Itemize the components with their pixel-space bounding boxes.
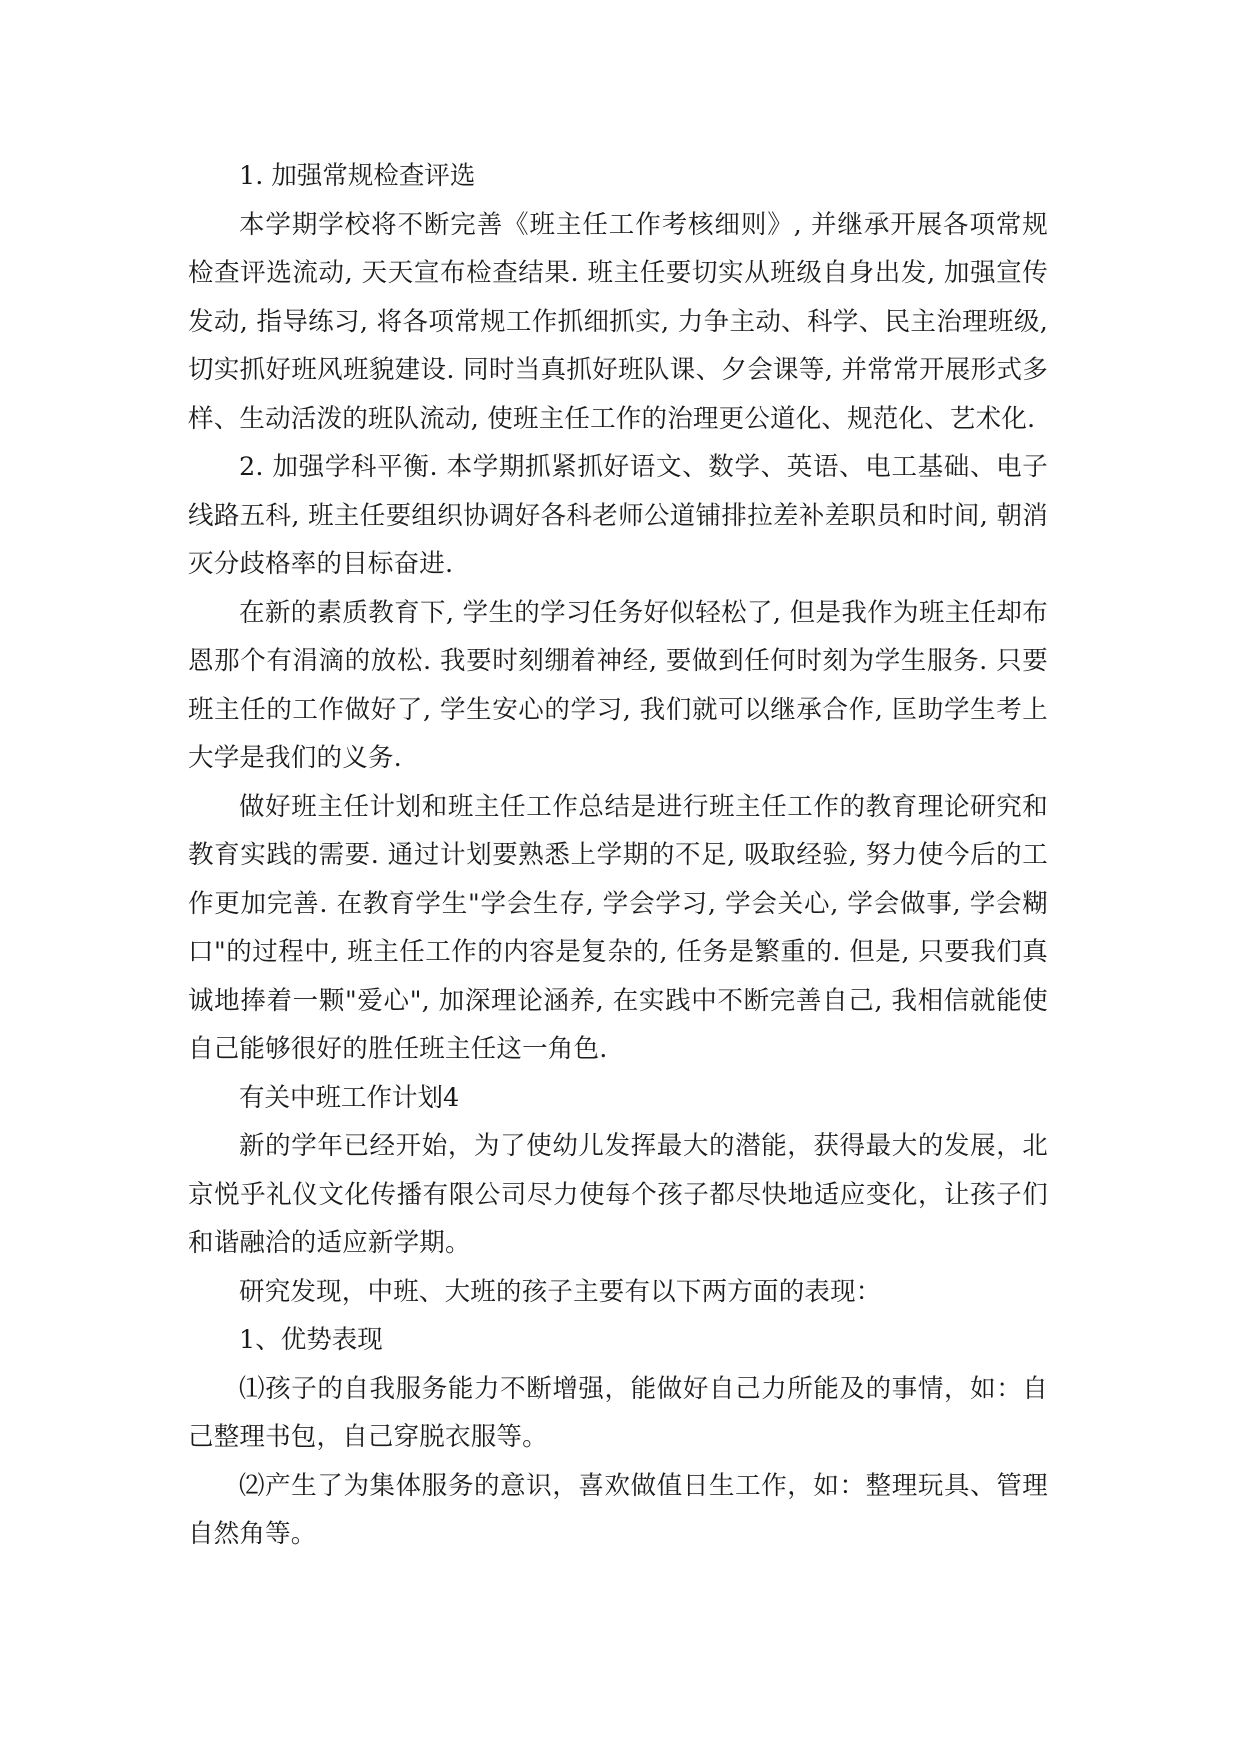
paragraph-research-findings: 研究发现，中班、大班的孩子主要有以下两方面的表现： bbox=[239, 1276, 882, 1307]
paragraph-subject-balance: 2. 加强学科平衡. 本学期抓紧抓好语文、数学、英语、电工基础、电子线路五科, 班主任要组织协调好各科老师公道铺排拉差补差职员和时间, 朝消灭分歧格率的目标奋进. bbox=[188, 452, 1048, 579]
paragraph-quality-education: 在新的素质教育下, 学生的学习任务好似轻松了, 但是我作为班主任却布恩那个有涓滴的放松. 我要时刻绷着神经, 要做到任何时刻为学生服务. 只要班主任的工作做好了, 学生安心的学习, 我们就可以继承合作, 匡助学生考上大学是我们的义务. bbox=[188, 597, 1048, 773]
section-heading-strengths: 1、优势表现 bbox=[239, 1325, 383, 1355]
paragraph-group-service: ⑵产生了为集体服务的意识，喜欢做值日生工作，如：整理玩具、管理自然角等。 bbox=[188, 1470, 1048, 1549]
section-heading-strengthen-checks: 1. 加强常规检查评选 bbox=[239, 161, 476, 191]
paragraph-plan-summary: 做好班主任计划和班主任工作总结是进行班主任工作的教育理论研究和教育实践的需要. 通过计划要熟悉上学期的不足, 吸取经验, 努力使今后的工作更加完善. 在教育学生"学会生存, 学会学习, 学会关心, 学会做事, 学会糊口"的过程中, 班主任工作的内容是复杂的, 任务是繁重的. 但是, 只要我们真诚地捧着一颗"爱心", 加深理论涵养, 在实践中不断完善自己, 我相信就能使自己能够很好的胜任班主任这一角色. bbox=[188, 791, 1048, 1064]
section-heading-middle-class-plan: 有关中班工作计划4 bbox=[239, 1082, 460, 1113]
paragraph-routine-checks: 本学期学校将不断完善《班主任工作考核细则》, 并继承开展各项常规检查评选流动, 天天宣布检查结果. 班主任要切实从班级自身出发, 加强宣传发动, 指导练习, 将各项常规工作抓细抓实, 力争主动、科学、民主治理班级, 切实抓好班风班貌建设. 同时当真抓好班队课、夕会课等, 并常常开展形式多样、生动活泼的班队流动, 使班主任工作的治理更公道化、规范化、艺术化. bbox=[188, 209, 1048, 434]
document-body bbox=[188, 152, 1048, 1559]
paragraph-new-semester: 新的学年已经开始，为了使幼儿发挥最大的潜能，获得最大的发展，北京悦乎礼仪文化传播有限公司尽力使每个孩子都尽快地适应变化，让孩子们和谐融洽的适应新学期。 bbox=[188, 1131, 1048, 1258]
paragraph-self-service: ⑴孩子的自我服务能力不断增强，能做好自己力所能及的事情，如：自己整理书包，自己穿脱衣服等。 bbox=[188, 1373, 1048, 1452]
